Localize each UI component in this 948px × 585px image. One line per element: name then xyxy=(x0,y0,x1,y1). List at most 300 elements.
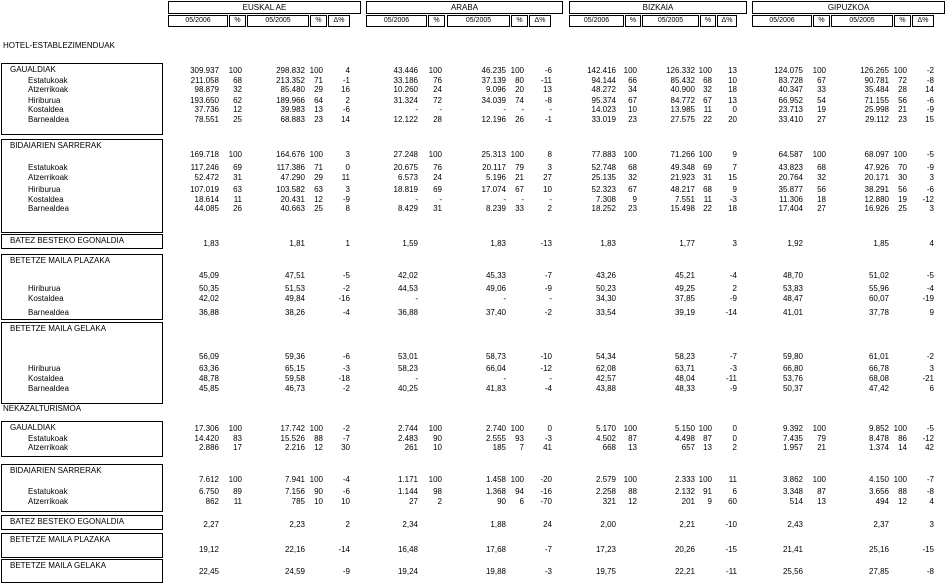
table-cell: 50,23 xyxy=(595,283,616,293)
table-cell: -9 xyxy=(926,163,934,173)
table-cell: 3 xyxy=(929,364,934,374)
table-cell: 88 xyxy=(628,487,637,497)
table-cell: -21 xyxy=(922,373,934,383)
table-cell: 1,83 xyxy=(600,238,616,248)
table-cell: 43.446 xyxy=(393,66,418,75)
table-cell: 100 xyxy=(428,149,442,159)
table-cell: 4 xyxy=(929,496,934,506)
table-cell: 12 xyxy=(233,105,242,115)
table-cell: 13 xyxy=(628,443,637,453)
region-header-bizkaia: BIZKAIA xyxy=(569,1,747,14)
table-cell: 1,83 xyxy=(490,238,506,248)
table-cell: 58,23 xyxy=(397,364,418,374)
table-cell: 83 xyxy=(233,433,242,443)
table-cell: 2 xyxy=(732,443,737,453)
table-cell: 11 xyxy=(233,496,242,506)
table-cell: 98.879 xyxy=(194,85,219,95)
table-cell: 15 xyxy=(925,114,934,124)
table-cell: 76 xyxy=(433,75,442,85)
table-cell: - xyxy=(503,294,506,304)
table-cell: 12 xyxy=(898,496,907,506)
table-cell: 16,48 xyxy=(397,544,418,554)
table-cell: 10 xyxy=(628,105,637,115)
table-cell: 1.171 xyxy=(397,474,418,484)
table-cell: -2 xyxy=(342,424,350,433)
table-cell: 9 xyxy=(707,496,712,506)
table-cell: - xyxy=(503,373,506,383)
table-cell: 20.764 xyxy=(778,172,803,182)
table-cell: 124.075 xyxy=(774,66,803,75)
table-cell: 3 xyxy=(929,204,934,214)
table-cell: - xyxy=(521,194,524,204)
table-cell: 95.374 xyxy=(591,95,616,105)
subheader-cell: 05/2006 xyxy=(366,15,427,27)
table-cell: 69 xyxy=(703,163,712,173)
table-cell: -8 xyxy=(926,566,934,576)
table-cell: 16.926 xyxy=(864,204,889,214)
table-cell: - xyxy=(503,194,506,204)
table-cell: 3 xyxy=(929,172,934,182)
table-cell: 53,83 xyxy=(782,283,803,293)
table-cell: 0 xyxy=(547,424,552,433)
table-cell: 64 xyxy=(314,95,323,105)
table-cell: 84.772 xyxy=(670,95,695,105)
table-cell: 2 xyxy=(437,496,442,506)
table-cell: 11 xyxy=(233,194,242,204)
table-cell: 90.781 xyxy=(864,75,889,85)
table-cell: 19,75 xyxy=(595,566,616,576)
table-cell: 201 xyxy=(681,496,695,506)
table-cell: 35.877 xyxy=(778,185,803,195)
table-cell: 6.750 xyxy=(198,487,219,497)
table-cell: 4.502 xyxy=(595,433,616,443)
table-cell: 60 xyxy=(728,496,737,506)
table-cell: 9 xyxy=(732,149,737,159)
table-cell: 1,77 xyxy=(679,238,695,248)
subheader-cell: Δ% xyxy=(912,15,934,27)
table-cell: 20,26 xyxy=(674,544,695,554)
table-cell: 1,88 xyxy=(490,519,506,529)
table-cell: 79 xyxy=(515,163,524,173)
table-cell: 8.429 xyxy=(397,204,418,214)
table-cell: - xyxy=(549,373,552,383)
table-cell: 62 xyxy=(233,95,242,105)
table-cell: 40,25 xyxy=(397,383,418,393)
table-cell: 85.480 xyxy=(280,85,305,95)
table-cell: 42,02 xyxy=(397,271,418,281)
table-cell: 100 xyxy=(309,149,323,159)
table-cell: 100 xyxy=(698,66,712,75)
table-cell: 79 xyxy=(817,433,826,443)
table-cell: 11 xyxy=(703,105,712,115)
table-cell: 41,83 xyxy=(485,383,506,393)
table-cell: 211.058 xyxy=(190,75,219,85)
table-cell: 100 xyxy=(228,474,242,484)
table-cell: -6 xyxy=(926,185,934,195)
table-cell: 12.880 xyxy=(864,194,889,204)
table-cell: 48,70 xyxy=(782,271,803,281)
table-cell: 21 xyxy=(898,105,907,115)
subheader-cell: % xyxy=(428,15,445,27)
table-cell: 66,80 xyxy=(782,364,803,374)
table-cell: 71.155 xyxy=(864,95,889,105)
table-cell: -12 xyxy=(922,433,934,443)
table-cell: 36,88 xyxy=(397,307,418,317)
table-cell: 29 xyxy=(314,172,323,182)
table-cell: -12 xyxy=(540,364,552,374)
table-cell: 100 xyxy=(623,149,637,159)
table-cell: 28 xyxy=(433,114,442,124)
table-cell: 9.096 xyxy=(485,85,506,95)
table-cell: 49,06 xyxy=(485,283,506,293)
section-label-box xyxy=(1,322,163,404)
table-cell: 185 xyxy=(492,443,506,453)
subheader-cell: 05/2006 xyxy=(569,15,624,27)
table-cell: 100 xyxy=(510,474,524,484)
table-cell: -6 xyxy=(342,105,350,115)
table-cell: 1,83 xyxy=(203,238,219,248)
table-cell: 45,85 xyxy=(198,383,219,393)
table-cell: 80 xyxy=(515,75,524,85)
table-cell: 13 xyxy=(314,105,323,115)
table-cell: 13.985 xyxy=(670,105,695,115)
table-cell: 17.742 xyxy=(280,424,305,433)
section-label-box xyxy=(1,139,163,233)
table-cell: 68 xyxy=(817,163,826,173)
table-cell: 10 xyxy=(341,496,350,506)
table-cell: 100 xyxy=(812,424,826,433)
table-cell: 1 xyxy=(345,238,350,248)
table-cell: 33 xyxy=(515,204,524,214)
table-cell: 23 xyxy=(314,114,323,124)
table-cell: 10 xyxy=(314,496,323,506)
table-cell: -4 xyxy=(342,474,350,484)
table-cell: 21 xyxy=(817,443,826,453)
table-cell: 21.923 xyxy=(670,172,695,182)
table-cell: 321 xyxy=(602,496,616,506)
table-cell: -4 xyxy=(926,283,934,293)
row-label: Estatukoak xyxy=(28,433,68,443)
table-cell: 71 xyxy=(314,75,323,85)
table-cell: 100 xyxy=(893,424,907,433)
table-cell: 76 xyxy=(433,163,442,173)
table-cell: -3 xyxy=(729,364,737,374)
table-cell: 32 xyxy=(628,172,637,182)
table-cell: 59,36 xyxy=(284,351,305,361)
table-cell: 3.656 xyxy=(868,487,889,497)
table-cell: -6 xyxy=(342,487,350,497)
table-cell: 52.323 xyxy=(591,185,616,195)
table-cell: 20 xyxy=(515,85,524,95)
table-cell: 1,92 xyxy=(787,238,803,248)
table-cell: 20 xyxy=(728,114,737,124)
table-cell: 19 xyxy=(898,194,907,204)
table-cell: 72 xyxy=(433,95,442,105)
table-cell: 45,09 xyxy=(198,271,219,281)
table-cell: 2.132 xyxy=(674,487,695,497)
table-cell: 2,00 xyxy=(600,519,616,529)
row-label: Barnealdea xyxy=(28,307,69,317)
table-cell: 20.117 xyxy=(482,163,506,173)
table-cell: 126.265 xyxy=(860,66,889,75)
row-label: Hiriburua xyxy=(28,185,61,195)
table-cell: 0 xyxy=(345,163,350,173)
table-cell: 68,08 xyxy=(868,373,889,383)
table-cell: 52.748 xyxy=(591,163,616,173)
table-cell: 29 xyxy=(314,85,323,95)
table-cell: 17,68 xyxy=(485,544,506,554)
table-cell: 15 xyxy=(728,172,737,182)
table-cell: 39.983 xyxy=(280,105,305,115)
table-cell: 6 xyxy=(519,496,524,506)
table-cell: - xyxy=(549,105,552,115)
table-cell: 189.966 xyxy=(276,95,305,105)
table-cell: 27,85 xyxy=(868,566,889,576)
table-cell: 68 xyxy=(703,75,712,85)
table-cell: 30 xyxy=(341,443,350,453)
table-cell: 100 xyxy=(812,66,826,75)
table-cell: -15 xyxy=(725,544,737,554)
table-cell: 51,53 xyxy=(284,283,305,293)
table-cell: -7 xyxy=(926,474,934,484)
table-cell: 68 xyxy=(628,163,637,173)
table-cell: 2.886 xyxy=(198,443,219,453)
table-cell: 107.019 xyxy=(190,185,219,195)
table-cell: -2 xyxy=(926,351,934,361)
table-cell: 142.416 xyxy=(587,66,616,75)
table-cell: 100 xyxy=(623,474,637,484)
table-cell: -9 xyxy=(729,294,737,304)
table-cell: 9 xyxy=(929,307,934,317)
table-cell: 10 xyxy=(433,443,442,453)
table-cell: 25 xyxy=(314,204,323,214)
table-cell: 69 xyxy=(433,185,442,195)
table-cell: 862 xyxy=(205,496,219,506)
table-cell: 90 xyxy=(314,487,323,497)
table-cell: 47.290 xyxy=(280,172,305,182)
table-cell: 2.740 xyxy=(485,424,506,433)
section-label: GAUALDIAK xyxy=(10,423,56,432)
table-cell: 15.498 xyxy=(670,204,695,214)
table-cell: 68.883 xyxy=(280,114,305,124)
table-cell: 514 xyxy=(789,496,803,506)
table-cell: 87 xyxy=(703,433,712,443)
table-cell: 63 xyxy=(314,185,323,195)
table-cell: 25,16 xyxy=(868,544,889,554)
table-cell: 6.573 xyxy=(397,172,418,182)
table-cell: 261 xyxy=(404,443,418,453)
table-cell: 100 xyxy=(698,149,712,159)
table-cell: 64.587 xyxy=(778,149,803,159)
table-cell: -13 xyxy=(540,238,552,248)
table-cell: -2 xyxy=(342,383,350,393)
table-cell: 24 xyxy=(433,85,442,95)
table-cell: 15.526 xyxy=(280,433,305,443)
table-cell: 20.431 xyxy=(280,194,305,204)
table-cell: -8 xyxy=(926,75,934,85)
table-cell: -11 xyxy=(541,75,552,85)
table-cell: 2 xyxy=(732,283,737,293)
table-cell: 78.551 xyxy=(194,114,219,124)
table-cell: 56 xyxy=(817,185,826,195)
table-cell: 45,21 xyxy=(674,271,695,281)
subheader-cell: Δ% xyxy=(529,15,551,27)
section-label: BIDAIARIEN SARRERAK xyxy=(10,141,102,150)
table-cell: 49,25 xyxy=(674,283,695,293)
table-cell: 67 xyxy=(703,95,712,105)
table-cell: -9 xyxy=(342,566,350,576)
table-cell: -6 xyxy=(544,66,552,75)
table-cell: 50,37 xyxy=(782,383,803,393)
table-cell: 71 xyxy=(314,163,323,173)
table-cell: 12 xyxy=(628,496,637,506)
table-cell: -14 xyxy=(725,307,737,317)
table-cell: 67 xyxy=(515,185,524,195)
table-cell: 22,16 xyxy=(284,544,305,554)
table-cell: -9 xyxy=(544,283,552,293)
table-cell: 5.170 xyxy=(595,424,616,433)
table-cell: 33,54 xyxy=(595,307,616,317)
table-cell: 60,07 xyxy=(868,294,889,304)
table-cell: 20.171 xyxy=(864,172,889,182)
table-cell: -16 xyxy=(540,487,552,497)
table-cell: 14.420 xyxy=(194,433,219,443)
table-cell: 58,23 xyxy=(674,351,695,361)
table-cell: 31 xyxy=(233,172,242,182)
table-cell: 33 xyxy=(817,85,826,95)
table-cell: -7 xyxy=(729,351,737,361)
table-cell: 63 xyxy=(233,185,242,195)
table-cell: -3 xyxy=(544,566,552,576)
table-cell: 17.404 xyxy=(778,204,803,214)
table-cell: 45,33 xyxy=(485,271,506,281)
table-cell: 48,33 xyxy=(674,383,695,393)
table-cell: 27 xyxy=(817,114,826,124)
table-cell: 31 xyxy=(703,172,712,182)
table-cell: 23 xyxy=(898,114,907,124)
table-cell: 4.498 xyxy=(674,433,695,443)
table-cell: 2,37 xyxy=(873,519,889,529)
table-cell: 55,96 xyxy=(868,283,889,293)
table-cell: 42,57 xyxy=(595,373,616,383)
table-cell: 48,78 xyxy=(198,373,219,383)
table-cell: 5.150 xyxy=(674,424,695,433)
table-cell: 62,08 xyxy=(595,364,616,374)
table-cell: 7.612 xyxy=(198,474,219,484)
row-label: Atzerrikoak xyxy=(28,443,69,453)
table-cell: 67 xyxy=(817,75,826,85)
table-cell: 0 xyxy=(732,424,737,433)
table-cell: 35.484 xyxy=(864,85,889,95)
row-label: Atzerrikoak xyxy=(28,85,69,95)
table-cell: -16 xyxy=(338,294,350,304)
table-cell: 3.348 xyxy=(782,487,803,497)
table-cell: 6 xyxy=(732,487,737,497)
table-cell: 27 xyxy=(543,172,552,182)
table-cell: 18 xyxy=(817,194,826,204)
table-cell: -3 xyxy=(729,194,737,204)
row-label: Atzerrikoak xyxy=(28,496,69,506)
table-cell: 30 xyxy=(898,172,907,182)
table-cell: 8.478 xyxy=(868,433,889,443)
table-cell: 2.258 xyxy=(595,487,616,497)
subheader-cell: 05/2005 xyxy=(247,15,309,27)
table-cell: 100 xyxy=(309,424,323,433)
row-label: Estatukoak xyxy=(28,487,68,497)
table-cell: 1.368 xyxy=(485,487,506,497)
table-cell: 58,73 xyxy=(485,351,506,361)
subheader-cell: 05/2005 xyxy=(831,15,893,27)
table-cell: -15 xyxy=(922,544,934,554)
table-cell: 7 xyxy=(519,443,524,453)
row-label: Barnealdea xyxy=(28,204,69,214)
table-cell: -3 xyxy=(342,364,350,374)
table-cell: 8.239 xyxy=(485,204,506,214)
table-cell: 93 xyxy=(515,433,524,443)
table-cell: -5 xyxy=(926,149,934,159)
table-cell: 11 xyxy=(341,172,350,182)
row-label: Atzerrikoak xyxy=(28,172,69,182)
table-cell: 100 xyxy=(893,66,907,75)
table-cell: 74 xyxy=(515,95,524,105)
table-cell: 59,80 xyxy=(782,351,803,361)
table-cell: 53,01 xyxy=(397,351,418,361)
table-cell: 1,59 xyxy=(402,238,418,248)
table-cell: -1 xyxy=(342,75,350,85)
row-label: Estatukoak xyxy=(28,163,68,173)
table-cell: 100 xyxy=(510,66,524,75)
table-cell: -9 xyxy=(729,383,737,393)
table-cell: 18.614 xyxy=(194,194,219,204)
table-cell: 13 xyxy=(703,443,712,453)
table-cell: 27.575 xyxy=(670,114,695,124)
table-cell: 298.832 xyxy=(276,66,305,75)
table-cell: 17.306 xyxy=(194,424,219,433)
table-cell: -20 xyxy=(540,474,552,484)
table-cell: 657 xyxy=(681,443,695,453)
table-cell: 117.246 xyxy=(190,163,219,173)
table-cell: 164.676 xyxy=(276,149,305,159)
table-cell: 100 xyxy=(309,66,323,75)
table-cell: 0 xyxy=(732,105,737,115)
table-cell: 100 xyxy=(228,424,242,433)
table-cell: 117.386 xyxy=(276,163,305,173)
table-cell: 37,78 xyxy=(868,307,889,317)
table-cell: 77.883 xyxy=(591,149,616,159)
table-cell: 27 xyxy=(817,204,826,214)
table-cell: 22,45 xyxy=(198,566,219,576)
table-cell: 33.019 xyxy=(591,114,616,124)
table-cell: -9 xyxy=(926,105,934,115)
table-cell: 13 xyxy=(728,95,737,105)
table-cell: -2 xyxy=(342,283,350,293)
subheader-cell: 05/2005 xyxy=(642,15,699,27)
table-cell: 100 xyxy=(812,149,826,159)
table-cell: 90 xyxy=(433,433,442,443)
table-cell: -8 xyxy=(544,95,552,105)
table-cell: 100 xyxy=(510,424,524,433)
table-cell: 48,04 xyxy=(674,373,695,383)
table-cell: 2,21 xyxy=(679,519,695,529)
section-label: GAUALDIAK xyxy=(10,65,56,74)
table-cell: 100 xyxy=(428,474,442,484)
table-cell: 40.347 xyxy=(778,85,803,95)
subheader-cell: % xyxy=(700,15,716,27)
table-cell: 43,26 xyxy=(595,271,616,281)
table-cell: 10 xyxy=(728,75,737,85)
table-cell: -12 xyxy=(922,194,934,204)
table-cell: -18 xyxy=(338,373,350,383)
